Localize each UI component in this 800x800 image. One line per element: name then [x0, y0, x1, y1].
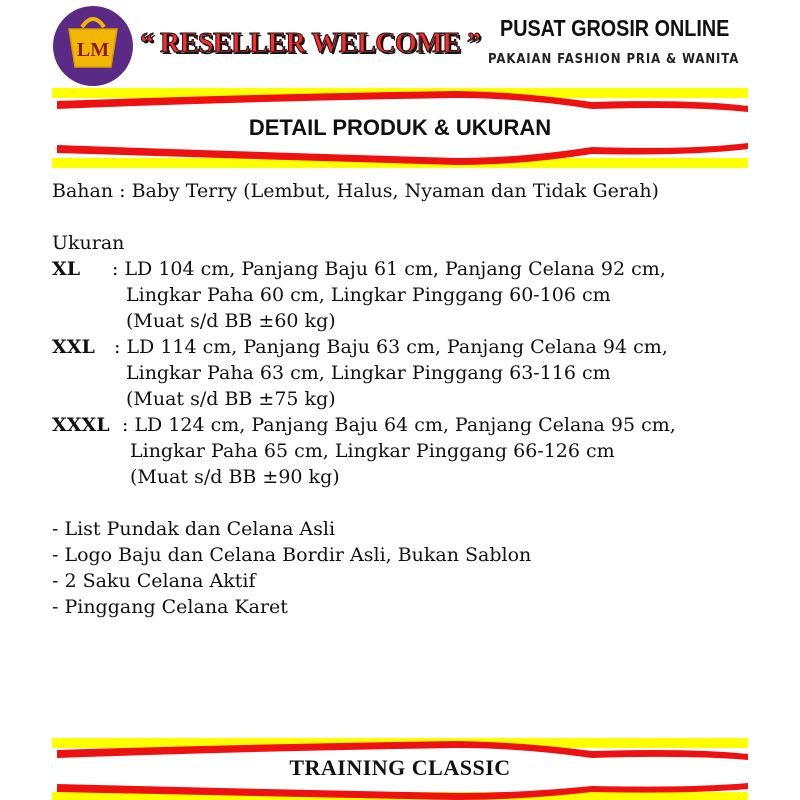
- feature-item: - Logo Baju dan Celana Bordir Asli, Bukan Sablon: [52, 544, 532, 566]
- shop-tagline: PAKAIAN FASHION PRIA & WANITA: [488, 52, 740, 67]
- feature-item: - List Pundak dan Celana Asli: [52, 518, 336, 540]
- size-xxxl-line1: [52, 412, 772, 438]
- size-xl-line3: (Muat s/d BB ±60 kg): [126, 310, 336, 332]
- sizes-heading: Ukuran: [52, 232, 125, 254]
- feature-item: - Pinggang Celana Karet: [52, 596, 288, 618]
- product-name: TRAINING CLASSIC: [289, 755, 511, 780]
- size-xxxl-line2: Lingkar Paha 65 cm, Lingkar Pinggang 66-126 cm: [130, 440, 615, 462]
- size-xxl-line2: Lingkar Paha 63 cm, Lingkar Pinggang 63-116 cm: [126, 362, 611, 384]
- page-title: DETAIL PRODUK & UKURAN: [248, 115, 552, 140]
- size-xl-measurements: : LD 104 cm, Panjang Baju 61 cm, Panjang Celana 92 cm,: [112, 258, 666, 280]
- size-xl-line2: Lingkar Paha 60 cm, Lingkar Pinggang 60-106 cm: [126, 284, 611, 306]
- size-label-xl: XL: [52, 258, 81, 280]
- reseller-slogan: “ RESELLER WELCOME ”: [140, 28, 481, 59]
- product-details: [52, 178, 772, 638]
- size-xl-line1: [52, 256, 772, 282]
- logo-text: LM: [76, 39, 110, 61]
- material-line: Bahan : Baby Terry (Lembut, Halus, Nyaman dan Tidak Gerah): [52, 180, 659, 202]
- size-label-xxl: XXL: [52, 336, 95, 358]
- size-xxxl-line3: (Muat s/d BB ±90 kg): [130, 466, 340, 488]
- shop-name: PUSAT GROSIR ONLINE: [500, 15, 730, 41]
- size-xxl-line1: [52, 334, 772, 360]
- size-xxl-measurements: : LD 114 cm, Panjang Baju 63 cm, Panjang Celana 94 cm,: [114, 336, 668, 358]
- feature-item: - 2 Saku Celana Aktif: [52, 570, 256, 592]
- size-xxxl-measurements: : LD 124 cm, Panjang Baju 64 cm, Panjang Celana 95 cm,: [122, 414, 676, 436]
- shop-logo: [52, 5, 134, 87]
- size-xxl-line3: (Muat s/d BB ±75 kg): [126, 388, 336, 410]
- size-label-xxxl: XXXL: [52, 414, 110, 436]
